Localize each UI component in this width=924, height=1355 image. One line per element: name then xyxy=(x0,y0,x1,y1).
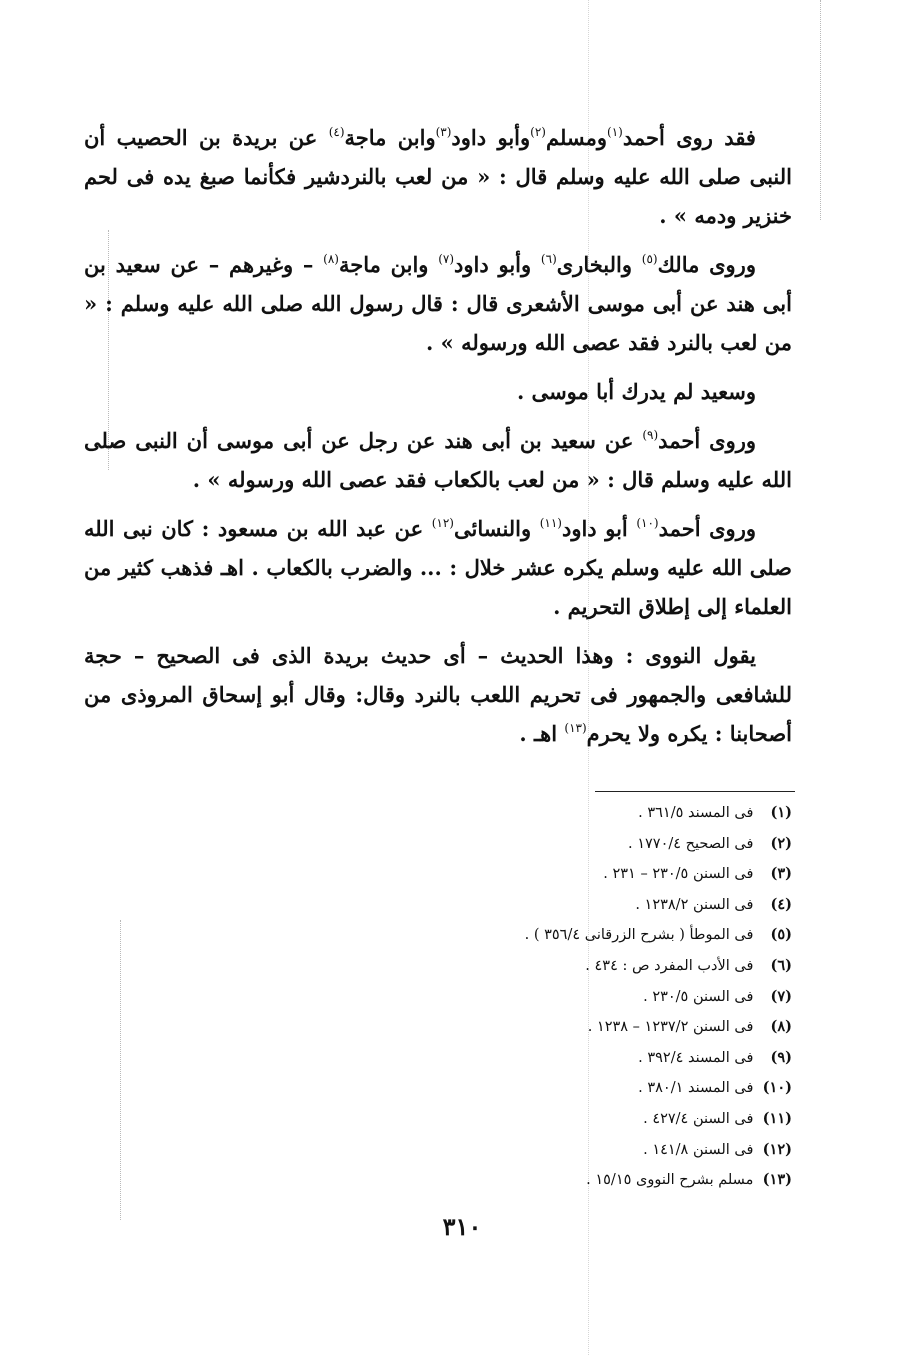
page-number: ٣١٠ xyxy=(442,1212,482,1241)
footnote-text: فى الأدب المفرد ص : ٤٣٤ . xyxy=(585,957,754,974)
paragraph-text: أبو داود xyxy=(561,516,637,541)
paragraph-text: وأبو داود xyxy=(451,125,531,150)
footnote xyxy=(380,1165,792,1196)
footnote-number: (٩) xyxy=(770,1048,792,1066)
paragraph-text: يقول النووى : وهذا الحديث – أى حديث بريدة الذى فى الصحيح – حجة للشافعى والجمهور فى تحريم اللعب بالنرد وقال: وقال أبو إسحاق المروذى من أصحابنا : يكره ولا يحرم xyxy=(84,643,792,746)
footnote-text: فى السنن ١٢٣٨/٢ . xyxy=(635,896,754,913)
footnote-text: فى الصحيح ١٧٧٠/٤ . xyxy=(627,835,754,852)
footnote xyxy=(380,920,792,951)
footnote-text: فى المسند ٣٨٠/١ . xyxy=(638,1080,754,1097)
footnote-marker: (١١) xyxy=(539,516,562,530)
footnote xyxy=(380,890,792,921)
footnote xyxy=(380,982,792,1013)
footnote-number: (١٢) xyxy=(762,1140,792,1158)
footnote-marker: (٣) xyxy=(435,125,452,139)
footnote xyxy=(380,1073,792,1104)
footnote xyxy=(380,829,792,860)
footnote-marker: (١٣) xyxy=(564,721,587,735)
footnote-number: (١) xyxy=(770,804,792,821)
footnote-text: فى المسند ٣٦١/٥ . xyxy=(638,805,754,821)
footnote-marker: (٩) xyxy=(642,428,659,442)
scan-artifact xyxy=(120,920,121,1220)
paragraph-text: عن بريدة بن الحصيب أن النبى صلى الله عليه وسلم قال : « من لعب بالنردشير فكأنما صبغ يده فى لحم خنزير ودمه » . xyxy=(84,125,792,228)
footnote-number: (١٣) xyxy=(762,1171,792,1189)
footnote-number: (٥) xyxy=(770,926,792,944)
footnote-text: فى السنن ١٤١/٨ . xyxy=(643,1141,754,1158)
footnote-marker: (١٢) xyxy=(431,516,454,530)
footnote xyxy=(380,1043,792,1074)
footnote-separator xyxy=(595,791,795,792)
paragraph-text: عن سعيد بن أبى هند عن رجل عن أبى موسى أن النبى صلى الله عليه وسلم قال : « من لعب بالكعاب فقد عصى الله ورسوله » . xyxy=(84,428,792,492)
footnote xyxy=(380,951,792,982)
paragraph-text: – وغيرهم – عن سعيد بن أبى هند عن أبى موسى الأشعرى قال : قال رسول الله صلى الله عليه وسلم : « من لعب بالنرد فقد عصى الله ورسوله » . xyxy=(84,252,792,355)
footnote-marker: (٢) xyxy=(530,125,546,139)
footnote xyxy=(380,1135,792,1166)
paragraph-text: وروى مالك xyxy=(657,252,756,277)
paragraph xyxy=(84,372,792,411)
scan-artifact xyxy=(820,0,821,220)
footnote-marker: (٦) xyxy=(540,252,557,266)
footnote xyxy=(380,798,792,829)
footnote-text: فى الموطأ ( بشرح الزرقانى ٣٥٦/٤ ) . xyxy=(524,927,754,944)
paragraph xyxy=(84,636,792,753)
paragraph-text: فقد روى أحمد xyxy=(622,125,756,150)
footnote-text: فى السنن ٢٣٠/٥ – ٢٣١ . xyxy=(603,866,754,883)
paragraph-text: والنسائى xyxy=(453,516,540,541)
footnote xyxy=(380,859,792,890)
footnote-marker: (١) xyxy=(607,125,623,139)
footnote-marker: (٨) xyxy=(323,252,339,266)
paragraph-text: والبخارى xyxy=(556,252,642,277)
footnote-marker: (٥) xyxy=(641,252,658,266)
footnote-number: (٢) xyxy=(770,834,792,852)
paragraph-text: وسعيد لم يدرك أبا موسى . xyxy=(516,379,756,404)
footnote-number: (٧) xyxy=(770,987,792,1005)
footnote-number: (٤) xyxy=(770,895,792,913)
paragraph xyxy=(84,421,792,499)
paragraph xyxy=(84,509,792,626)
footnote-marker: (٤) xyxy=(328,125,345,139)
footnote-marker: (٧) xyxy=(438,252,455,266)
paragraph xyxy=(84,245,792,362)
paragraph-text: وروى أحمد xyxy=(658,516,756,541)
footnote-text: مسلم بشرح النووى ١٥/١٥ . xyxy=(586,1172,754,1189)
main-text xyxy=(84,118,792,763)
paragraph-text: وابن ماجة xyxy=(338,252,439,277)
paragraph-text: وأبو داود xyxy=(454,252,541,277)
footnote-number: (١٠) xyxy=(762,1079,792,1097)
footnote-text: فى السنن ١٢٣٧/٢ – ١٢٣٨ . xyxy=(587,1019,754,1036)
paragraph-text: وروى أحمد xyxy=(658,428,757,453)
footnote-number: (٨) xyxy=(770,1018,792,1036)
footnote-text: فى السنن ٢٣٠/٥ . xyxy=(643,988,754,1005)
footnote-number: (١١) xyxy=(762,1109,792,1127)
paragraph-text: اهـ . xyxy=(519,721,565,746)
paragraph-text: ومسلم xyxy=(545,125,608,150)
footnote xyxy=(380,1104,792,1135)
paragraph xyxy=(84,118,792,235)
footnote-text: فى السنن ٤٢٧/٤ . xyxy=(643,1110,754,1127)
footnotes xyxy=(380,798,792,1196)
paragraph-text: عن عبد الله بن مسعود : كان نبى الله صلى الله عليه وسلم يكره عشر خلال : ... والضرب بالكعاب . اهـ فذهب كثير من العلماء إلى إطلاق التحريم . xyxy=(84,516,792,619)
footnote xyxy=(380,1012,792,1043)
paragraph-text: وابن ماجة xyxy=(344,125,436,150)
footnote-number: (٣) xyxy=(770,865,792,883)
footnote-number: (٦) xyxy=(770,956,792,974)
footnote-text: فى المسند ٣٩٢/٤ . xyxy=(638,1049,754,1066)
footnote-marker: (١٠) xyxy=(636,516,659,530)
